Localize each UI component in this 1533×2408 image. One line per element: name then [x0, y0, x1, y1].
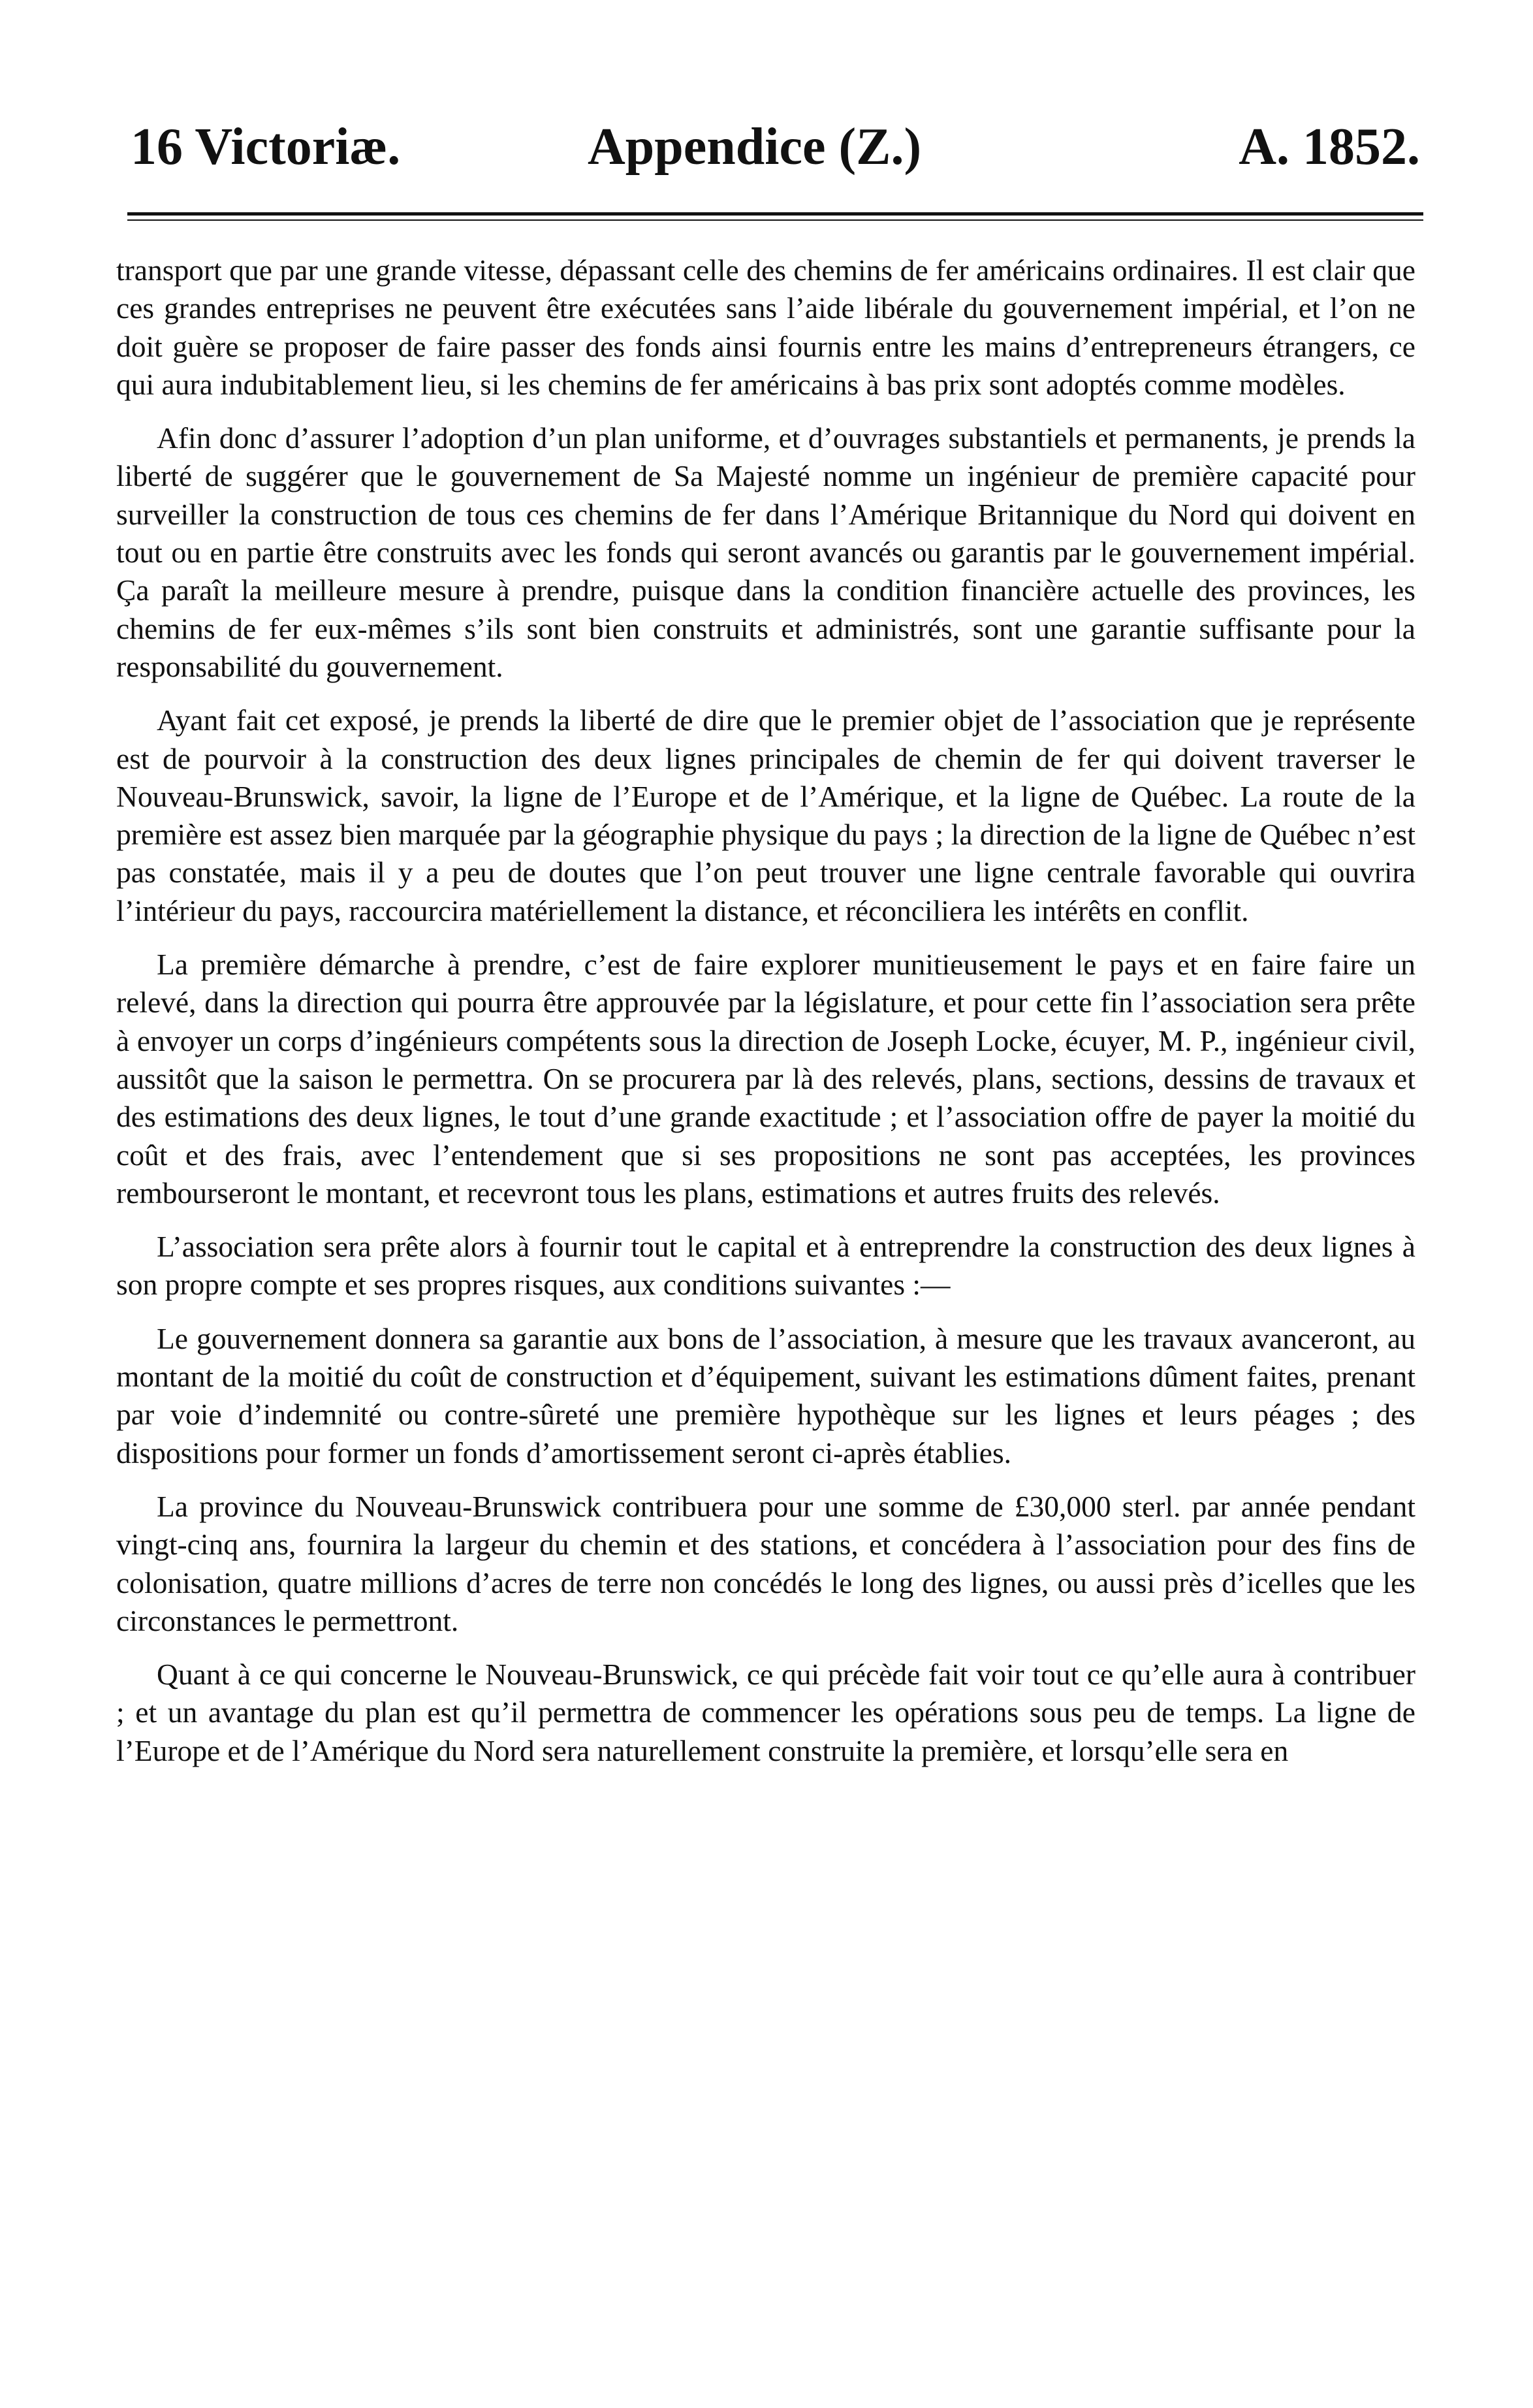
paragraph-continued: transport que par une grande vitesse, dépassant celle des chemins de fer américains ordinaires. Il est clair que ces grandes entreprises ne peuvent être exécutées sans l’aide libérale du gouvernement impérial, et l’on ne doit guère se proposer de faire passer des fonds ainsi fournis entre les mains d’entrepreneurs étrangers, ce qui aura indubitablement lieu, si les chemins de fer américains à bas prix sont adoptés comme modèles.	[116, 253, 1415, 401]
header-rule-thick	[127, 212, 1423, 216]
paragraph: L’association sera prête alors à fournir tout le capital et à entreprendre la construction des deux lignes à son propre compte et ses propres risques, aux conditions suivantes :—	[116, 1230, 1415, 1302]
paragraph: La province du Nouveau-Brunswick contribuera pour une somme de £30,000 sterl. par année pendant vingt-cinq ans, fournira la largeur du chemin et des stations, et concédera à l’association pour des fins de colonisation, quatre millions d’acres de terre non concédés le long des lignes, ou aussi près d’icelles que les circonstances le permettront.	[116, 1489, 1415, 1637]
paragraph-continues: Quant à ce qui concerne le Nouveau-Brunswick, ce qui précède fait voir tout ce qu’elle aura à contribuer ; et un avantage du plan est qu’il permettra de commencer les opérations sous peu de temps. La ligne de l’Europe et de l’Amérique du Nord sera naturellement construite la première, et lorsqu’elle sera en	[116, 1658, 1415, 1767]
paragraph: La première démarche à prendre, c’est de faire explorer munitieusement le pays et en faire faire un relevé, dans la direction qui pourra être approuvée par la législature, et pour cette fin l’association sera prête à envoyer un corps d’ingénieurs compétents sous la direction de Joseph Locke, écuyer, M. P., ingénieur civil, aussitôt que la saison le permettra. On se procurera par là des relevés, plans, sections, dessins de travaux et des estimations des deux lignes, le tout d’une grande exactitude ; et l’association offre de payer la moitié du coût et des frais, avec l’entendement que si ses propositions ne sont pas acceptées, les provinces rembourseront le montant, et recevront tous les plans, estimations et autres fruits des relevés.	[116, 948, 1415, 1210]
paragraph: Le gouvernement donnera sa garantie aux bons de l’association, à mesure que les travaux avanceront, au montant de la moitié du coût de construction et d’équipement, suivant les estimations dûment faites, prenant par voie d’indemnité ou contre-sûreté une première hypothèque sur les lignes et leurs péages ; des dispositions pour former un fonds d’amortissement seront ci-après établies.	[116, 1321, 1415, 1469]
paragraph: Ayant fait cet exposé, je prends la liberté de dire que le premier objet de l’association que je représente est de pourvoir à la construction des deux lignes principales de chemin de fer qui doivent traverser le Nouveau-Brunswick, savoir, la ligne de l’Europe et de l’Amérique, et la ligne de Québec. La route de la première est assez bien marquée par la géographie physique du pays ; la direction de la ligne de Québec n’est pas constatée, mais il y a peu de doutes que l’on peut trouver une ligne centrale favorable qui ouvrira l’intérieur du pays, raccourcira matériellement la distance, et réconciliera les intérêts en conflit.	[116, 703, 1415, 927]
header-year: A. 1852.	[1239, 118, 1420, 176]
header-appendix: Appendice (Z.)	[588, 118, 922, 176]
running-header	[131, 111, 1420, 183]
paragraph: Afin donc d’assurer l’adoption d’un plan uniforme, et d’ouvrages substantiels et permanents, je prends la liberté de suggérer que le gouvernement de Sa Majesté nomme un ingénieur de première capacité pour surveiller la construction de tous ces chemins de fer dans l’Amérique Britannique du Nord qui doivent en tout ou en partie être construits avec les fonds qui seront avancés ou garantis par le gouvernement impérial. Ça paraît la meilleure mesure à prendre, puisque dans la condition financière actuelle des provinces, les chemins de fer eux-mêmes s’ils sont bien construits et administrés, sont une garantie suffisante pour la responsabilité du gouvernement.	[116, 421, 1415, 683]
header-session: 16 Victoriæ.	[131, 118, 401, 176]
header-rule-thin	[127, 219, 1423, 221]
body-text	[116, 251, 1415, 1770]
